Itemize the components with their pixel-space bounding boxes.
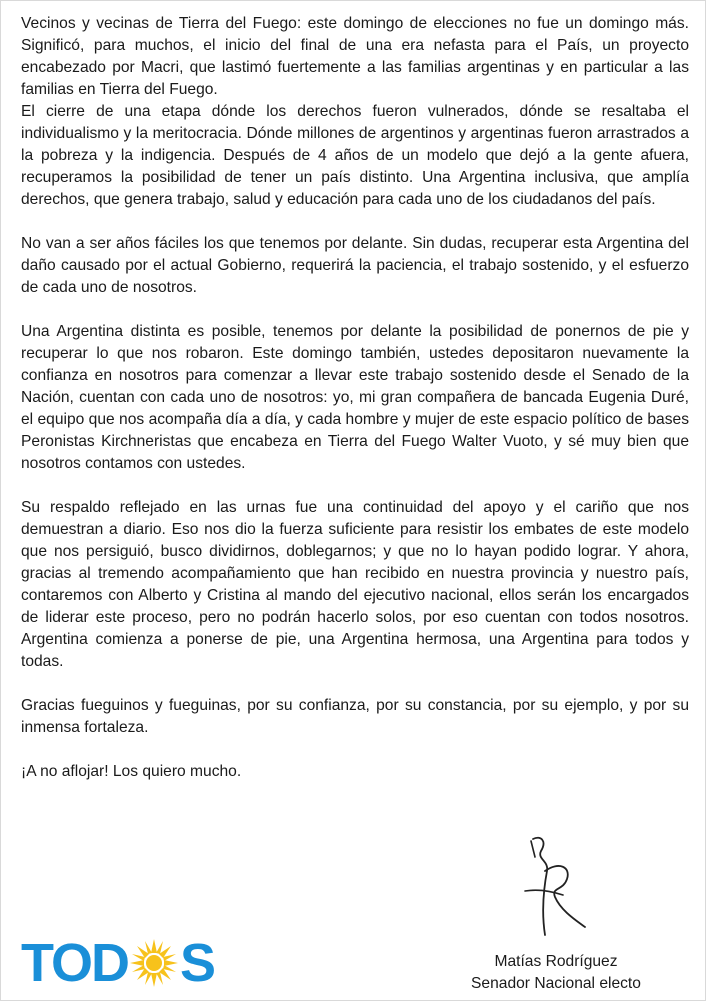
letter-paragraph: No van a ser años fáciles los que tenemos por delante. Sin dudas, recuperar esta Argentina del daño causado por el actual Gobierno, requerirá la paciencia, el trabajo sostenido, y el esfuerzo de cada uno de nosotros. — [21, 235, 689, 296]
letter-paragraph: Vecinos y vecinas de Tierra del Fuego: este domingo de elecciones no fue un domingo más. Significó, para muchos, el inicio del final de una era nefasta para el País, un proyecto encabezado por Macri, que lastimó fuertemente a las familias argentinas y en particular a las familias en Tierra del Fuego. — [21, 15, 689, 98]
logo-text-right: S — [180, 933, 215, 993]
letter-paragraph: Una Argentina distinta es posible, tenemos por delante la posibilidad de ponernos de pie y recuperar lo que nos robaron. Este domingo también, ustedes depositaron nuevamente la confianza en nosotros para comenzar a llevar este trabajo sostenido desde el Senado de la Nación, cuentan con cada uno de nosotros: yo, mi gran compañera de bancada Eugenia Duré, el equipo que nos acompaña día a día, y cada hombre y mujer de este espacio político de bases Peronistas Kirchneristas que encabeza en Tierra del Fuego Walter Vuoto, y sé muy bien que nosotros contamos con ustedes. — [21, 323, 689, 472]
todos-logo — [21, 933, 231, 993]
signer-title: Senador Nacional electo — [471, 975, 641, 992]
letter-paragraph: Su respaldo reflejado en las urnas fue una continuidad del apoyo y el cariño que nos demuestran a diario. Eso nos dio la fuerza suficiente para resistir los embates de este modelo que nos persiguió, busco dividirnos, doblegarnos; y que no lo hayan podido lograr. Y ahora, gracias al tremendo acompañamiento que han recibido en nuestra provincia y nuestro país, contaremos con Alberto y Cristina al mando del ejecutivo nacional, ellos serán los encargados de liderar este proceso, pero no podrán hacerlo solos, por eso cuentan con todos nosotros. Argentina comienza a ponerse de pie, una Argentina hermosa, una Argentina para todos y todas. — [21, 499, 689, 670]
sun-icon — [129, 938, 179, 988]
letter-closing: ¡A no aflojar! Los quiero mucho. — [21, 763, 242, 780]
handwritten-signature — [511, 831, 601, 939]
letter-paragraph: El cierre de una etapa dónde los derechos fueron vulnerados, dónde se resaltaba el individualismo y la meritocracia. Dónde millones de argentinos y argentinas fueron arrastrados a la pobreza y la indigencia. Después de 4 años de un modelo que dejó a la gente afuera, recuperamos la posibilidad de tener un país distinto. Una Argentina inclusiva, que amplía derechos, que genera trabajo, salud y educación para cada uno de los ciudadanos del país. — [21, 103, 689, 208]
logo-text-left: TOD — [21, 933, 129, 993]
letter-paragraph: Gracias fueguinos y fueguinas, por su confianza, por su constancia, por su ejemplo, y por su inmensa fortaleza. — [21, 697, 689, 736]
signer-name: Matías Rodríguez — [494, 953, 618, 970]
letter-body — [21, 13, 689, 783]
signer-block — [441, 951, 671, 995]
